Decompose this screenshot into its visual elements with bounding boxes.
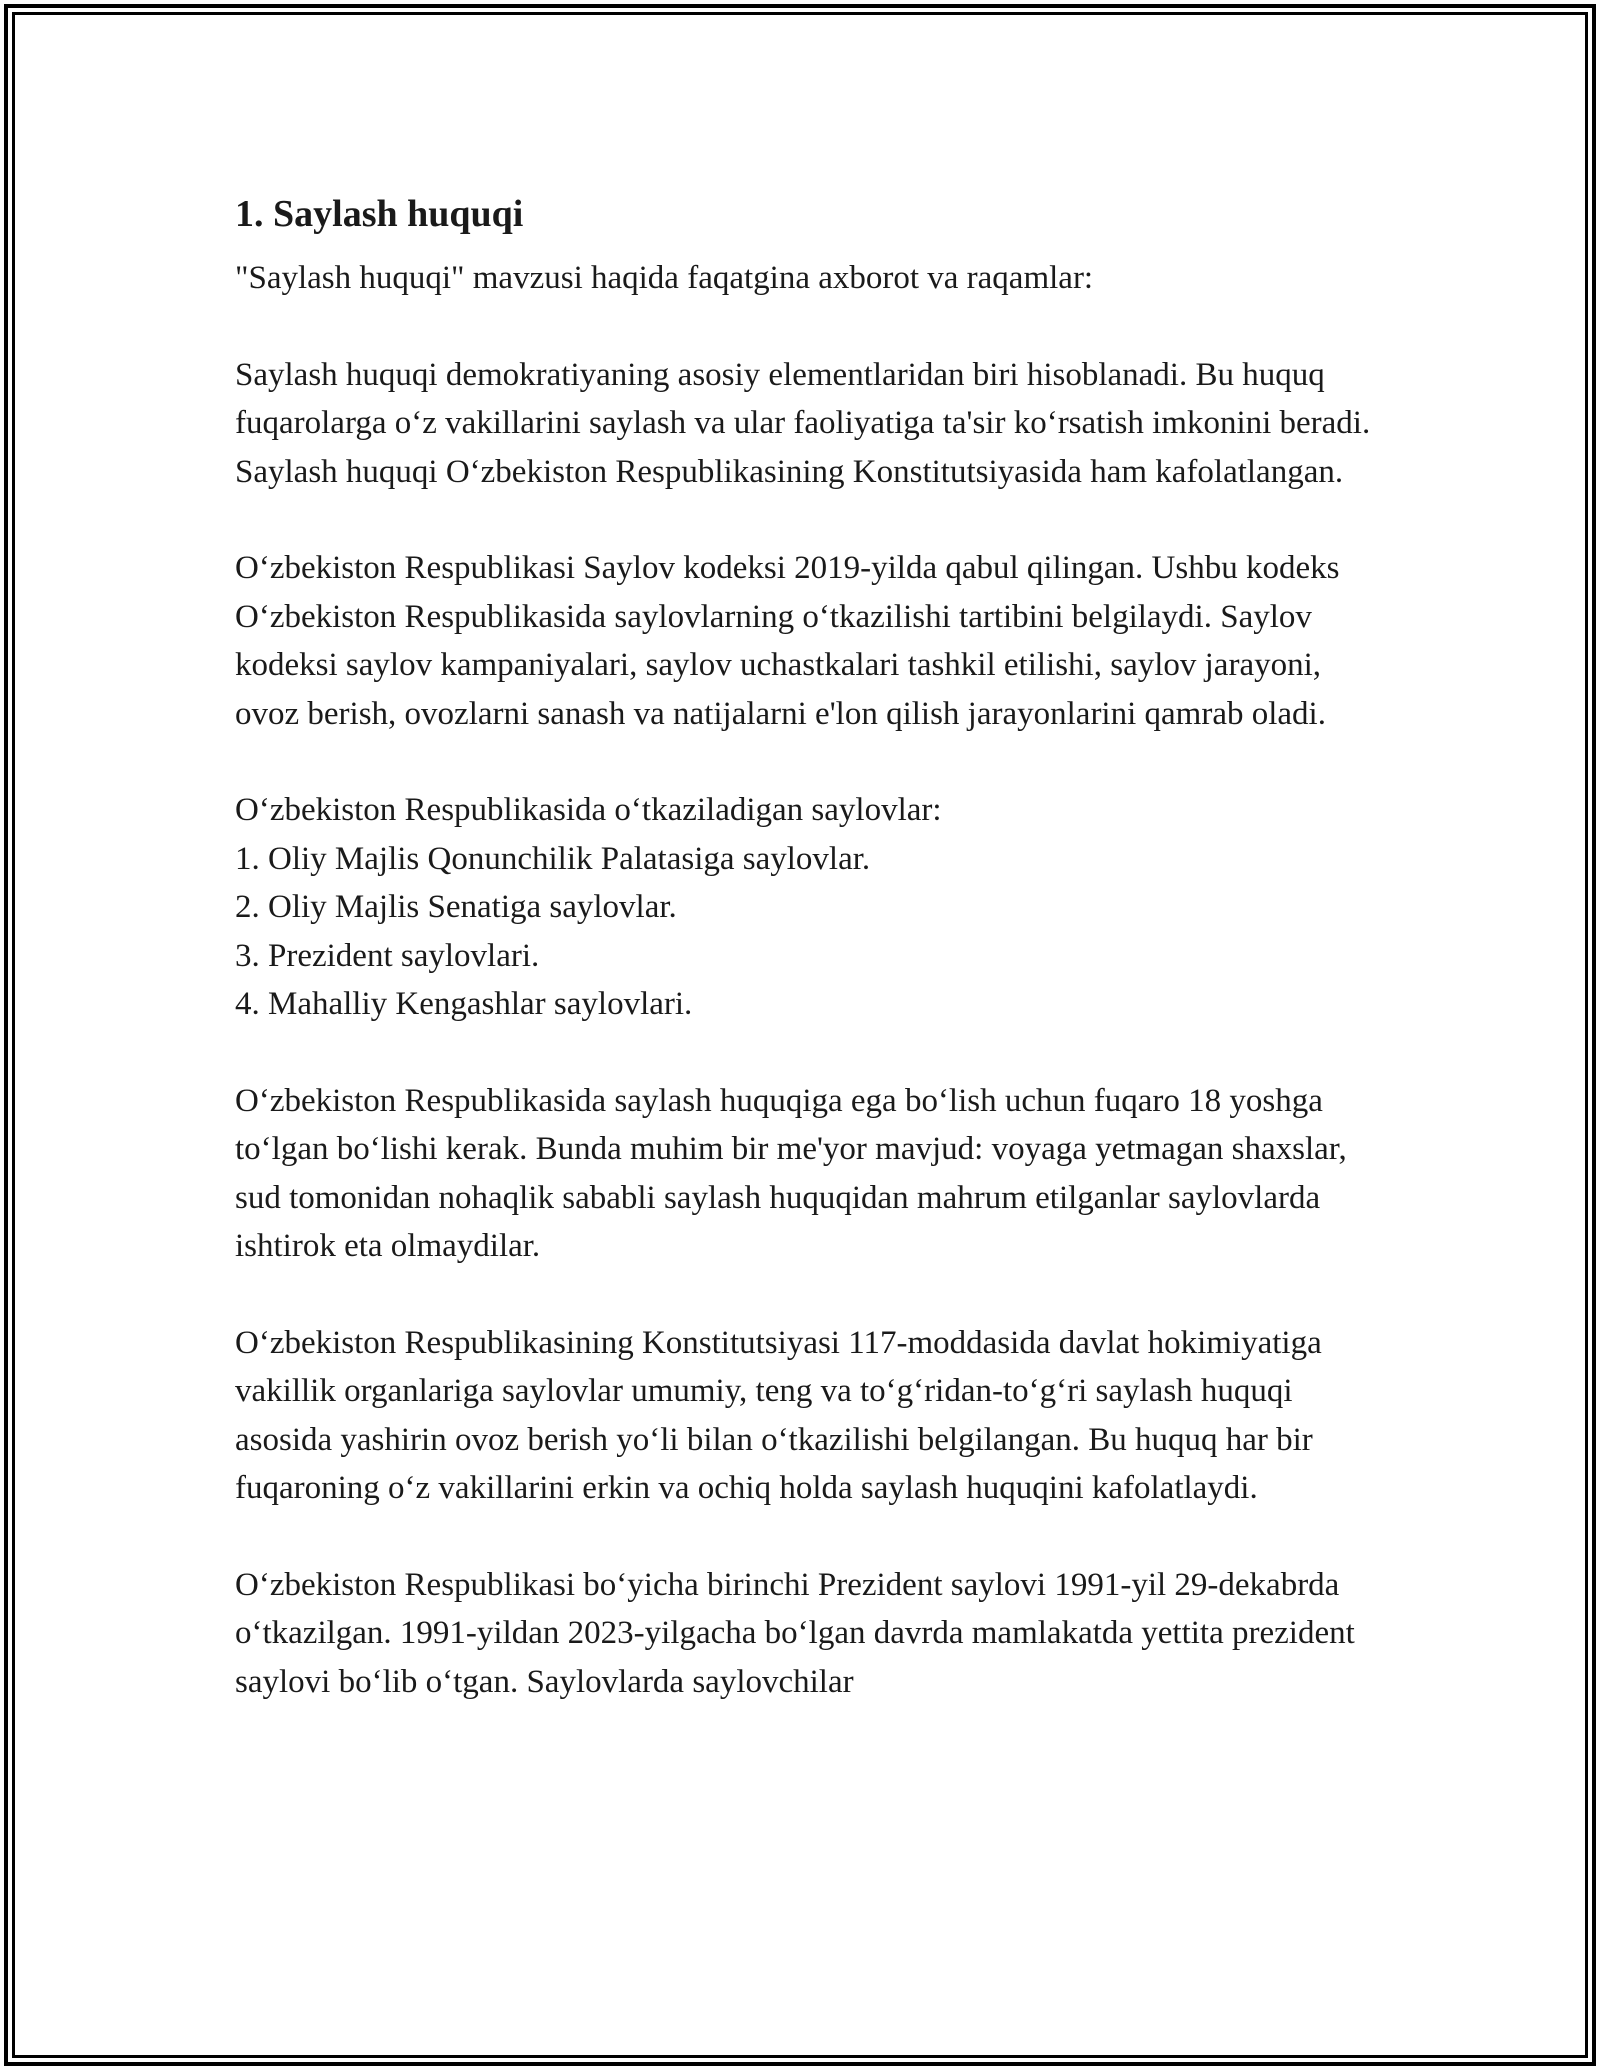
elections-list-block <box>235 786 1385 1029</box>
list-item: 2. Oliy Majlis Senatiga saylovlar. <box>235 889 677 925</box>
elections-list-heading: O‘zbekiston Respublikasida o‘tkaziladigan saylovlar: <box>235 792 942 828</box>
paragraph-suffrage-definition: Saylash huquqi demokratiyaning asosiy elementlaridan biri hisoblanadi. Bu huquq fuqarolarga o‘z vakillarini saylash va ular faoliyatiga ta'sir ko‘rsatish imkonini beradi. Saylash huquqi O‘zbekiston Respublikasining Konstitutsiyasida ham kafolatlangan. <box>235 356 1371 490</box>
document-body <box>235 188 1385 1754</box>
list-item: 3. Prezident saylovlari. <box>235 937 540 974</box>
document-title: 1. Saylash huquqi <box>235 193 524 235</box>
list-item: 4. Mahalliy Kengashlar saylovlari. <box>235 986 693 1022</box>
paragraph-election-code: O‘zbekiston Respublikasi Saylov kodeksi 2019-yilda qabul qilingan. Ushbu kodeks O‘zbekiston Respublikasida saylovlarning o‘tkazilishi tartibini belgilaydi. Saylov kodeksi saylov kampaniyalari, saylov uchastkalari tashkil etilishi, saylov jarayoni, ovoz berish, ovozlarni sanash va natijalarni e'lon qilish jarayonlarini qamrab oladi. <box>235 550 1340 732</box>
intro-paragraph: "Saylash huquqi" mavzusi haqida faqatgina axborot va raqamlar: <box>235 260 1094 296</box>
paragraph-presidential-elections: O‘zbekiston Respublikasi bo‘yicha birinchi Prezident saylovi 1991-yil 29-dekabrda o‘tkazilgan. 1991-yildan 2023-yilgacha bo‘lgan davrda mamlakatda yettita prezident saylovi bo‘lib o‘tgan. Saylovlarda saylovchilar <box>235 1566 1355 1700</box>
paragraph-voting-age: O‘zbekiston Respublikasida saylash huquqiga ega bo‘lish uchun fuqaro 18 yoshga to‘lgan bo‘lishi kerak. Bunda muhim bir me'yor mavjud: voyaga yetmagan shaxslar, sud tomonidan nohaqlik sababli saylash huquqidan mahrum etilganlar saylovlarda ishtirok eta olmaydilar. <box>235 1082 1347 1264</box>
list-item: 1. Oliy Majlis Qonunchilik Palatasiga saylovlar. <box>235 840 871 877</box>
paragraph-constitution-article: O‘zbekiston Respublikasining Konstitutsiyasi 117-moddasida davlat hokimiyatiga vakillik organlariga saylovlar umumiy, teng va to‘g‘ridan-to‘g‘ri saylash huquqi asosida yashirin ovoz berish yo‘li bilan o‘tkazilishi belgilangan. Bu huquq har bir fuqaroning o‘z vakillarini erkin va ochiq holda saylash huquqini kafolatlaydi. <box>235 1324 1322 1506</box>
